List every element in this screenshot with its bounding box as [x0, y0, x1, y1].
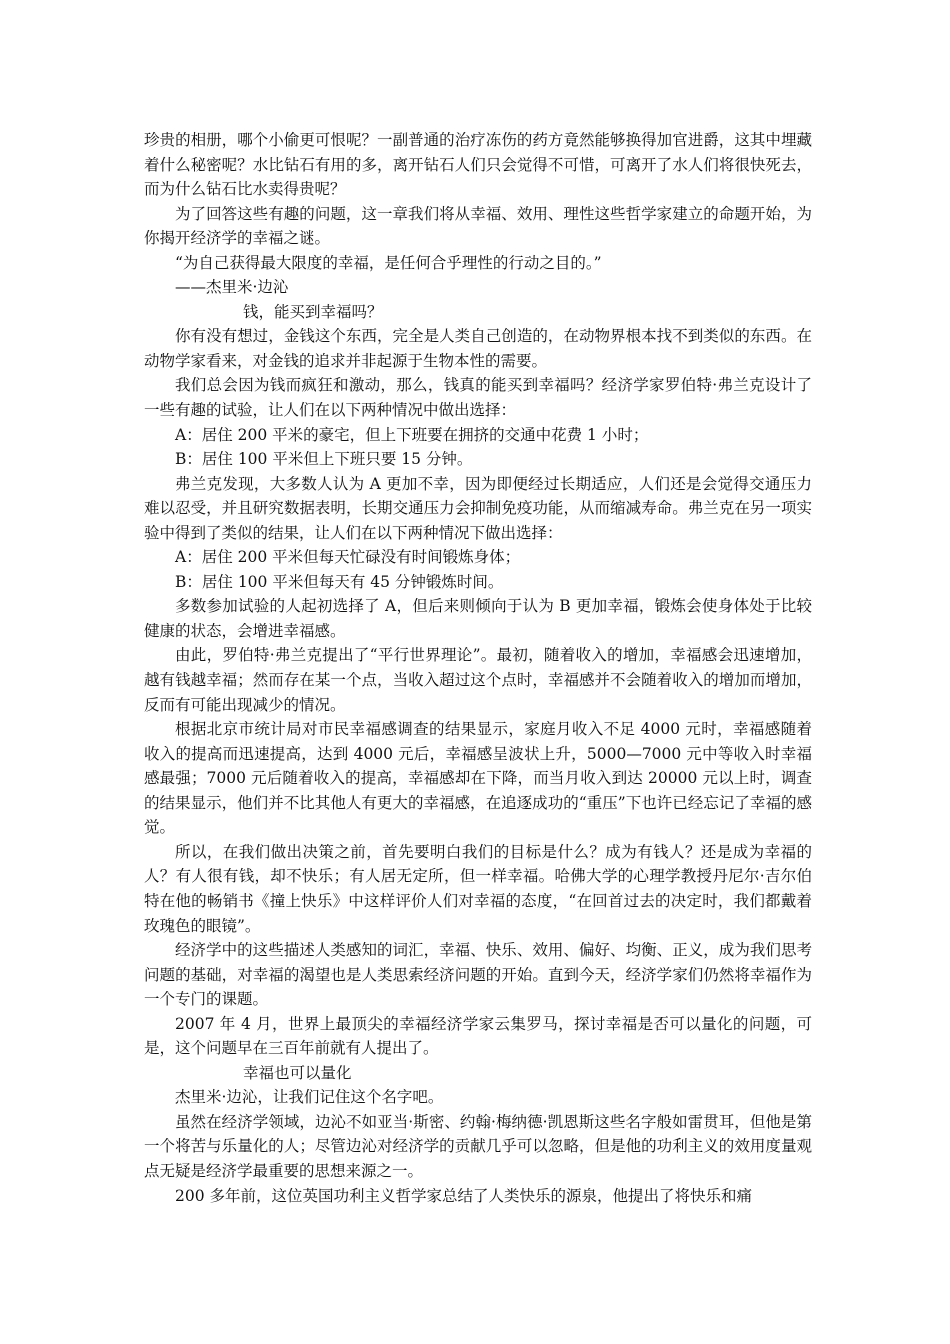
paragraph: 所以，在我们做出决策之前，首先要明白我们的目标是什么？成为有钱人？还是成为幸福的人？有人很有钱，却不快乐；有人居无定所，但一样幸福。哈佛大学的心理学教授丹尼尔·吉尔伯特在他的畅销书《撞上快乐》中这样评价人们对幸福的态度，“在回首过去的决定时，我们都戴着玫瑰色的眼镜”。 — [144, 842, 812, 935]
option-a: A：居住 200 平米但每天忙碌没有时间锻炼身体； — [175, 548, 521, 567]
paragraph: 2007 年 4 月，世界上最顶尖的幸福经济学家云集罗马，探讨幸福是否可以量化的问题，可是，这个问题早在三百年前就有人提出了。 — [144, 1014, 812, 1058]
paragraph-truncated: 200 多年前，这位英国功利主义哲学家总结了人类快乐的源泉，他提出了将快乐和痛 — [175, 1186, 753, 1205]
section-heading-money: 钱，能买到幸福吗？ — [243, 302, 383, 321]
paragraph: 虽然在经济学领域，边沁不如亚当·斯密、约翰·梅纳德·凯恩斯这些名字般如雷贯耳，但他是第一个将苦与乐量化的人；尽管边沁对经济学的贡献几乎可以忽略，但是他的功利主义的效用度量观点无疑是经济学最重要的思想来源之一。 — [144, 1112, 812, 1180]
option-a: A：居住 200 平米的豪宅，但上下班要在拥挤的交通中花费 1 小时； — [175, 425, 649, 444]
quote-attribution: ——杰里米·边沁 — [175, 278, 289, 297]
paragraph-intro: 为了回答这些有趣的问题，这一章我们将从幸福、效用、理性这些哲学家建立的命题开始，为你揭开经济学的幸福之谜。 — [144, 204, 812, 248]
paragraph: 经济学中的这些描述人类感知的词汇，幸福、快乐、效用、偏好、均衡、正义，成为我们思考问题的基础，对幸福的渴望也是人类思索经济问题的开始。直到今天，经济学家们仍然将幸福作为一个专门的课题。 — [144, 941, 812, 1009]
paragraph: 你有没有想过，金钱这个东西，完全是人类自己创造的，在动物界根本找不到类似的东西。在动物学家看来，对金钱的追求并非起源于生物本性的需要。 — [144, 327, 812, 370]
paragraph-continued: 珍贵的相册，哪个小偷更可恨呢？一副普通的治疗冻伤的药方竟然能够换得加官进爵，这其中埋藏着什么秘密呢？水比钻石有用的多，离开钻石人们只会觉得不可惜，可离开了水人们将很快死去，而为什么钻石比水卖得贵呢？ — [144, 131, 812, 199]
paragraph: 我们总会因为钱而疯狂和激动，那么，钱真的能买到幸福吗？经济学家罗伯特·弗兰克设计了一些有趣的试验，让人们在以下两种情况中做出选择： — [144, 376, 812, 420]
paragraph: 弗兰克发现，大多数人认为 A 更加不幸，因为即便经过长期适应，人们还是会觉得交通压力难以忍受，并且研究数据表明，长期交通压力会抑制免疫功能，从而缩减寿命。弗兰克在另一项实验中得到了类似的结果，让人们在以下两种情况下做出选择： — [144, 474, 812, 542]
paragraph: 由此，罗伯特·弗兰克提出了“平行世界理论”。最初，随着收入的增加，幸福感会迅速增加，越有钱越幸福；然而存在某一个点，当收入超过这个点时，幸福感并不会随着收入的增加而增加，反而有可能出现减少的情况。 — [144, 646, 812, 714]
paragraph: 根据北京市统计局对市民幸福感调查的结果显示，家庭月收入不足 4000 元时，幸福感随着收入的提高而迅速提高，达到 4000 元后，幸福感呈波状上升，5000—7000 元中等收入时幸福感最强；7000 元后随着收入的提高，幸福感却在下降，而当月收入到达 20000 元以上时，调查的结果显示，他们并不比其他人有更大的幸福感，在追逐成功的“重压”下也许已经忘记了幸福的感觉。 — [144, 720, 812, 837]
quote: “为自己获得最大限度的幸福，是任何合乎理性的行动之目的。” — [175, 253, 602, 272]
option-b: B：居住 100 平米但每天有 45 分钟锻炼时间。 — [175, 572, 504, 591]
section-heading-quantify: 幸福也可以量化 — [243, 1063, 352, 1082]
document-page — [144, 128, 812, 1208]
paragraph: 杰里米·边沁，让我们记住这个名字吧。 — [175, 1088, 444, 1107]
paragraph: 多数参加试验的人起初选择了 A，但后来则倾向于认为 B 更加幸福，锻炼会使身体处于比较健康的状态，会增进幸福感。 — [144, 597, 812, 640]
option-b: B：居住 100 平米但上下班只要 15 分钟。 — [175, 450, 473, 469]
